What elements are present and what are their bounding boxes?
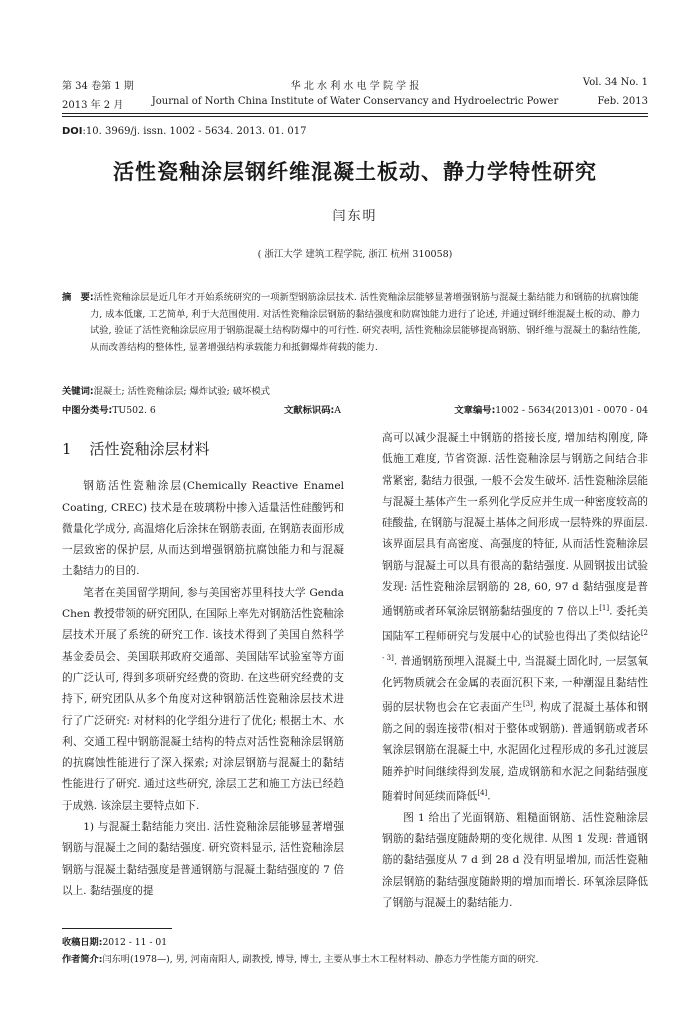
doi-value: :10. 3969/j. issn. 1002 - 5634. 2013. 01. 017 [82, 126, 307, 137]
abstract [62, 290, 646, 356]
text-run: . 普通钢筋预埋入混凝土中, 当混凝土固化时, 一层氢氧化钙物质就会在金属的表面沉积下来, 一种潮湿且黏结性弱的层状物也会在它表面产生 [382, 655, 649, 714]
paragraph: 图 1 给出了光面钢筋、粗糙面钢筋、活性瓷釉涂层钢筋的黏结强度随龄期的变化规律. 从图 1 发现: 普通钢筋的黏结强度从 7 d 到 28 d 没有明显增加, 而活性瓷釉涂层钢筋的黏结强度随龄期的增加而增长. 环氧涂层降低了钢筋与混凝土的黏结能力. [382, 811, 648, 909]
section-heading [62, 439, 344, 460]
section-number: 1 [62, 440, 72, 458]
footnote-rule [62, 928, 172, 929]
section-title: 活性瓷釉涂层材料 [89, 440, 210, 458]
bio-label: 作者简介: [62, 954, 103, 965]
received-date [62, 934, 648, 948]
journal-name-cn: 华 北 水 利 水 电 学 院 学 报 [290, 81, 420, 92]
paper-author: 闫东明 [332, 209, 378, 224]
doi-line [62, 126, 307, 137]
paragraph: 1) 与混凝土黏结能力突出. 活性瓷釉涂层能够显著增强钢筋与混凝土之间的黏结强度. 研究资料显示, 活性瓷釉涂层钢筋与混凝土黏结强度是普通钢筋与混凝土黏结强度的 7 倍以上. 黏结强度的提 [62, 821, 344, 897]
author-bio [62, 951, 648, 965]
paragraph-continued [382, 428, 648, 808]
text-run: . 委托美国陆军工程师研究与发展中心的试验也得出了类似结论 [382, 605, 648, 643]
doi-label: DOI [62, 126, 83, 137]
text-run: 高可以减少混凝土中钢筋的搭接长度, 增加结构刚度, 降低施工难度, 节省资源. 活性瓷釉涂层与钢筋之间结合非常紧密, 黏结力很强, 一般不会发生破坏. 活性瓷釉涂层能与混凝土基体产生一系列化学反应并生成一种密度较高的硅酸盐, 在钢筋与混凝土基体之间形成一层特殊的界面层. 该界面层具有高密度、高强度的特征, 从而活性瓷釉涂层钢筋与混凝土可以具有很高的黏结强度. 从圆钢拔出试验发现: 活性瓷釉涂层钢筋的 28, 60, 97 d 黏结强度是普通钢筋或者环氧涂层钢筋黏结强度的 7 倍以上 [382, 432, 648, 618]
header-rule-double [62, 116, 648, 117]
paper-title: 活性瓷釉涂层钢纤维混凝土板动、静力学特性研究 [113, 160, 597, 184]
paragraph: 钢筋活性瓷釉涂层(Chemically Reactive Enamel Coating, CREC) 技术是在玻璃粉中掺入适量活性硅酸钙和微量化学成分, 高温熔化后涂抹在钢筋表面, 在钢筋表面形成一层致密的保护层, 从而达到增强钢筋抗腐蚀能力和与混凝土黏结力的目的. [62, 480, 344, 578]
citation: [2 - 3] [382, 629, 648, 663]
journal-volume: 第 34 卷第 1 期 [62, 81, 134, 92]
journal-name-en: Journal of North China Institute of Water Conservancy and Hydroelectric Power [151, 96, 559, 107]
abstract-text: 活性瓷釉涂层是近几年才开始系统研究的一项新型钢筋涂层技术. 活性瓷釉涂层能够显著增强钢筋与混凝土黏结能力和钢筋的抗腐蚀能力, 成本低廉, 工艺简单, 利于大范围使用. 对活性瓷釉涂层钢筋的黏结强度和防腐蚀能力进行了论述, 并通过钢纤维混凝土板的动、静力试验, 验证了活性瓷釉涂层应用于钢筋混凝土结构防爆中的可行性. 研究表明, 活性瓷釉涂层能够提高钢筋、钢纤维与混凝土的黏结性能, 从而改善结构的整体性, 显著增强结构承载能力和抵御爆炸荷载的能力. [90, 292, 641, 353]
keywords [62, 383, 648, 397]
clc-label: 中图分类号: [62, 405, 113, 416]
body-left-column [62, 428, 344, 902]
body-right-column [382, 428, 648, 914]
journal-date: 2013 年 2 月 [62, 100, 124, 111]
bio-value: 闫东明(1978—), 男, 河南南阳人, 副教授, 博导, 博士, 主要从事土木工程材料动、静态力学性能方面的研究. [102, 954, 539, 965]
clc-value: TU502. 6 [112, 405, 156, 416]
text-run: , 构成了混凝土基体和钢筋之间的弱连接带(相对于整体或钢筋). 普通钢筋或者环氧涂层钢筋在混凝土中, 水泥固化过程形成的多孔过渡层随养护时间继续得到发展, 造成钢筋和水泥之间黏结强度随着时间延续而降低 [382, 701, 649, 803]
citation: [4] [477, 788, 488, 797]
article-no-value: 1002 - 5634(2013)01 - 0070 - 04 [495, 405, 648, 416]
keywords-label: 关键词: [62, 386, 94, 397]
received-value: 2012 - 11 - 01 [102, 937, 168, 948]
header-rule [62, 113, 648, 114]
citation: [1] [599, 604, 610, 613]
abstract-label: 摘 要: [62, 292, 94, 303]
doc-code-label: 文献标识码: [284, 405, 335, 416]
journal-volume-en: Vol. 34 No. 1 [582, 77, 648, 88]
citation: [3] [522, 700, 533, 709]
journal-date-en: Feb. 2013 [597, 96, 648, 107]
keywords-text: 混凝土; 活性瓷釉涂层; 爆炸试验; 破坏模式 [93, 386, 270, 397]
author-affiliation: ( 浙江大学 建筑工程学院, 浙江 杭州 310058) [257, 249, 453, 260]
article-no-label: 文章编号: [454, 405, 496, 416]
doc-code-value: A [334, 405, 341, 416]
paragraph: 笔者在美国留学期间, 参与美国密苏里科技大学 Genda Chen 教授带领的研究团队, 在国际上率先对钢筋活性瓷釉涂层技术开展了系统的研究工作. 该技术得到了美国自然科学基金委员会、美国联邦政府交通部、美国陆军试验室等方面的广泛认可, 得到多项研究经费的资助. 在这些研究经费的支持下, 研究团队从多个角度对这种钢筋活性瓷釉涂层技术进行了广泛研究: 对材料的化学组分进行了优化; 根据土木、水利、交通工程中钢筋混凝土结构的特点对活性瓷釉涂层钢筋的抗腐蚀性能进行了深入探索; 对涂层钢筋与混凝土的黏结性能进行了研究. 通过这些研究, 涂层工艺和施工方法已经趋于成熟. 该涂层主要特点如下. [62, 586, 344, 812]
text-run: . [487, 790, 491, 803]
received-label: 收稿日期: [62, 937, 103, 948]
